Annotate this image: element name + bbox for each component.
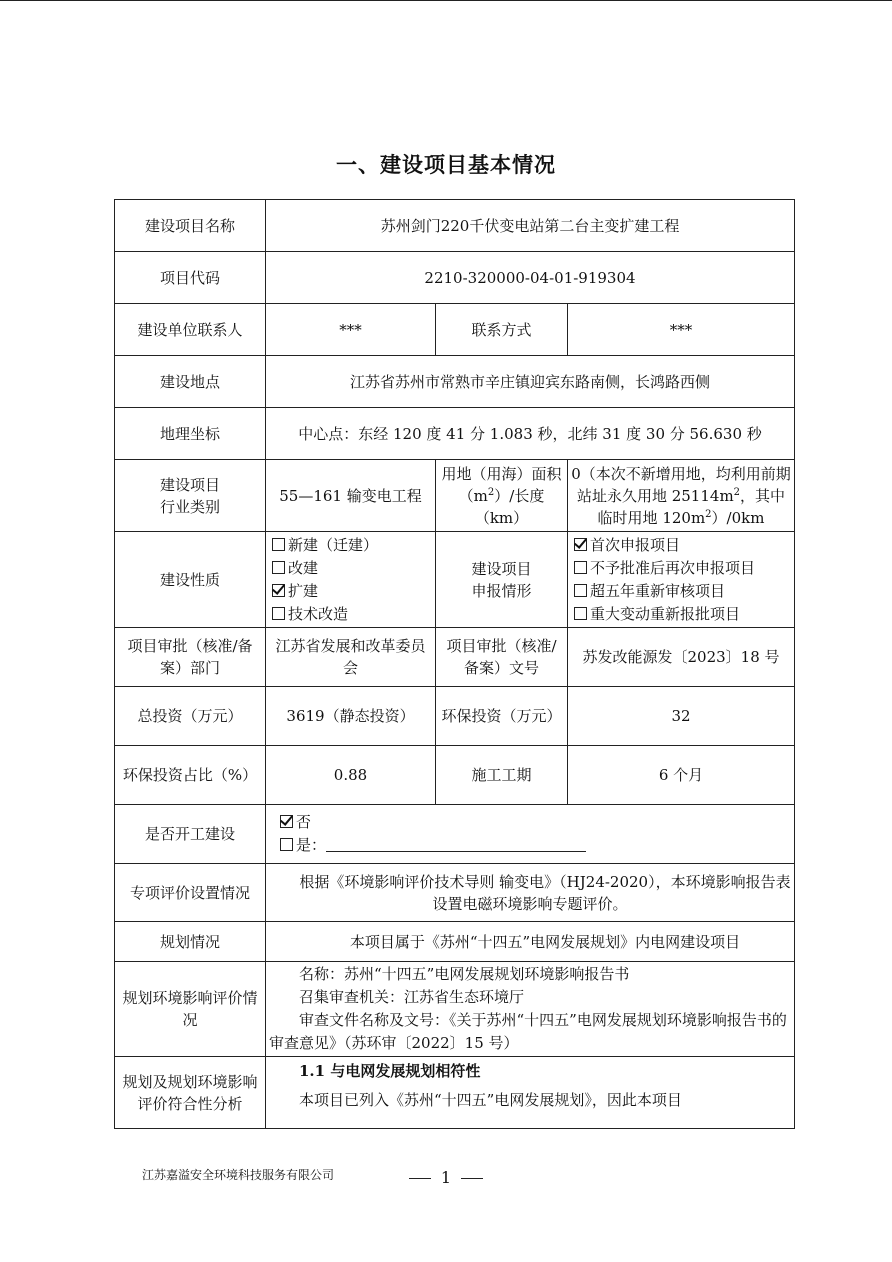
label-planning: 规划情况	[115, 922, 266, 962]
label-declaration-line1: 建设项目	[471, 559, 532, 578]
row-ratio	[115, 746, 795, 805]
value-approval-dept: 江苏省发展和改革委员会	[266, 628, 436, 687]
nature-option-label: 技术改造	[288, 604, 349, 623]
value-contact-person: ***	[266, 304, 436, 356]
label-project-code: 项目代码	[115, 252, 266, 304]
checkbox-icon	[574, 538, 587, 551]
label-land-area	[436, 460, 568, 532]
checkbox-icon	[272, 561, 285, 574]
checkbox-icon	[272, 538, 285, 551]
started-option-yes	[280, 834, 791, 857]
planning-eia-line3: 审查文件名称及文号：《关于苏州“十四五”电网发展规划环境影响报告书的审查意见》（苏环审〔2022〕15 号）	[269, 1011, 787, 1052]
row-investment	[115, 687, 795, 746]
checkbox-icon	[280, 815, 293, 828]
nature-option	[272, 557, 432, 580]
value-construction-period: 6 个月	[568, 746, 795, 805]
label-total-investment: 总投资（万元）	[115, 687, 266, 746]
value-land-area-a: 0（本次不新增用地，均利用前期站址永久用地 25114m	[571, 464, 791, 505]
declaration-options	[568, 532, 795, 628]
checkbox-icon	[574, 561, 587, 574]
value-contact-method: ***	[568, 304, 795, 356]
row-started	[115, 805, 795, 864]
label-started: 是否开工建设	[115, 805, 266, 864]
footer-company: 江苏嘉溢安全环境科技服务有限公司	[142, 1168, 335, 1182]
value-industry: 55—161 输变电工程	[266, 460, 436, 532]
nature-option	[272, 534, 432, 557]
row-nature	[115, 532, 795, 628]
label-planning-eia: 规划环境影响评价情况	[115, 962, 266, 1057]
value-land-area-b: ，其中临时用地 120m	[597, 486, 786, 527]
nature-option	[272, 580, 432, 603]
started-option-no-label: 否	[296, 813, 312, 831]
label-construction-period: 施工工期	[436, 746, 568, 805]
checkbox-icon	[280, 838, 293, 851]
row-planning-eia	[115, 962, 795, 1057]
declaration-option-label: 首次申报项目	[590, 535, 681, 554]
label-location: 建设地点	[115, 356, 266, 408]
row-location	[115, 356, 795, 408]
label-contact-person: 建设单位联系人	[115, 304, 266, 356]
declaration-option-label: 超五年重新审核项目	[590, 581, 726, 600]
label-land-area-b: ）/长度（km）	[474, 486, 545, 527]
label-approval-doc: 项目审批（核准/备案）文号	[436, 628, 568, 687]
value-env-ratio: 0.88	[266, 746, 436, 805]
declaration-option	[574, 557, 791, 580]
label-env-ratio: 环保投资占比（%）	[115, 746, 266, 805]
started-options	[266, 805, 795, 864]
value-planning: 本项目属于《苏州“十四五”电网发展规划》内电网建设项目	[266, 922, 795, 962]
value-conformity	[266, 1057, 795, 1129]
row-project-code	[115, 252, 795, 304]
label-industry-line1: 建设项目	[159, 475, 220, 494]
label-declaration	[436, 532, 568, 628]
value-planning-eia	[266, 962, 795, 1057]
value-land-area	[568, 460, 795, 532]
conformity-text: 本项目已列入《苏州“十四五”电网发展规划》，因此本项目	[299, 1091, 682, 1109]
section-title: 一、建设项目基本情况	[336, 153, 556, 177]
planning-eia-line2: 召集审查机关：江苏省生态环境厅	[299, 988, 525, 1006]
top-border-line	[0, 0, 892, 1]
label-nature: 建设性质	[115, 532, 266, 628]
nature-option	[272, 603, 432, 626]
nature-options	[266, 532, 436, 628]
label-industry-line2: 行业类别	[159, 497, 220, 516]
label-industry	[115, 460, 266, 532]
started-option-yes-label: 是：	[296, 836, 327, 854]
value-env-investment: 32	[568, 687, 795, 746]
label-env-investment: 环保投资（万元）	[436, 687, 568, 746]
dash-icon	[409, 1178, 431, 1179]
checkbox-icon	[272, 584, 285, 597]
declaration-option-label: 不予批准后再次申报项目	[590, 558, 756, 577]
value-location: 江苏省苏州市常熟市辛庄镇迎宾东路南侧，长鸿路西侧	[266, 356, 795, 408]
conformity-heading: 1.1 与电网发展规划相符性	[299, 1062, 481, 1080]
started-option-no	[280, 811, 791, 834]
row-approval	[115, 628, 795, 687]
value-project-code: 2210-320000-04-01-919304	[266, 252, 795, 304]
label-declaration-line2: 申报情形	[471, 581, 532, 600]
label-special: 专项评价设置情况	[115, 864, 266, 922]
value-coordinates: 中心点：东经 120 度 41 分 1.083 秒，北纬 31 度 30 分 56.630 秒	[266, 408, 795, 460]
declaration-option	[574, 534, 791, 557]
planning-eia-line1: 名称：苏州“十四五”电网发展规划环境影响报告书	[299, 965, 630, 983]
value-total-investment: 3619（静态投资）	[266, 687, 436, 746]
checkbox-icon	[574, 584, 587, 597]
blank-underline	[326, 837, 586, 852]
page-number-text: 1	[440, 1168, 452, 1187]
value-land-area-sup2: 2	[705, 508, 712, 520]
project-info-table	[114, 199, 795, 1129]
row-coordinates	[115, 408, 795, 460]
value-special: 根据《环境影响评价技术导则 输变电》（HJ24-2020），本环境影响报告表设置电磁环境影响专题评价。	[266, 864, 795, 922]
value-approval-doc: 苏发改能源发〔2023〕18 号	[568, 628, 795, 687]
row-special	[115, 864, 795, 922]
label-contact-method: 联系方式	[436, 304, 568, 356]
nature-option-label: 改建	[288, 558, 319, 577]
row-industry	[115, 460, 795, 532]
row-conformity	[115, 1057, 795, 1129]
label-conformity: 规划及规划环境影响评价符合性分析	[115, 1057, 266, 1129]
nature-option-label: 扩建	[288, 581, 319, 600]
value-project-name: 苏州剑门220千伏变电站第二台主变扩建工程	[266, 200, 795, 252]
declaration-option	[574, 603, 791, 626]
row-contact	[115, 304, 795, 356]
row-planning	[115, 922, 795, 962]
value-land-area-sup1: 2	[733, 486, 741, 498]
nature-option-label: 新建（迁建）	[288, 535, 379, 554]
label-project-name: 建设项目名称	[115, 200, 266, 252]
declaration-option	[574, 580, 791, 603]
label-approval-dept: 项目审批（核准/备案）部门	[115, 628, 266, 687]
page-number	[0, 1168, 892, 1187]
dash-icon	[461, 1178, 483, 1179]
row-project-name	[115, 200, 795, 252]
label-land-area-sup: 2	[487, 486, 495, 498]
declaration-option-label: 重大变动重新报批项目	[590, 604, 741, 623]
label-land-area-a: 用地（用海）面积（m	[441, 464, 562, 505]
checkbox-icon	[574, 607, 587, 620]
value-land-area-c: ）/0km	[711, 508, 765, 527]
label-coordinates: 地理坐标	[115, 408, 266, 460]
checkbox-icon	[272, 607, 285, 620]
